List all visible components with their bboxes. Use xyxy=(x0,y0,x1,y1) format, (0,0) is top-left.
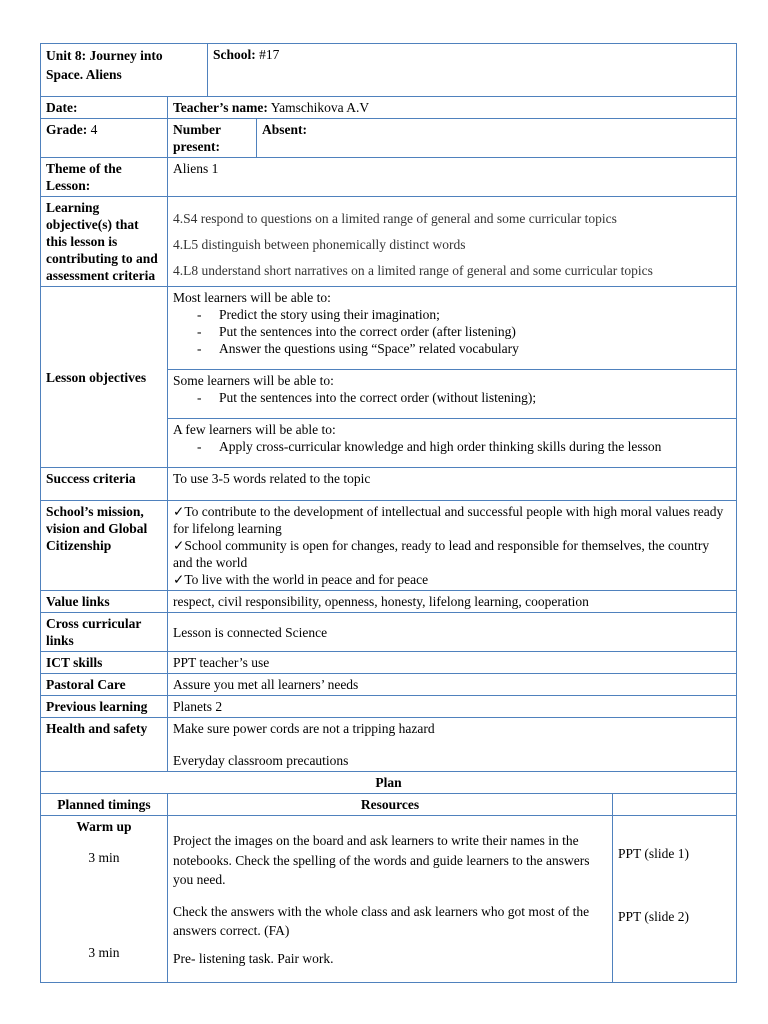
few-learners-list xyxy=(173,438,731,455)
timings-cell xyxy=(41,816,168,983)
resources-cell xyxy=(613,816,737,983)
mission-cell xyxy=(168,501,737,591)
pastoral-label: Pastoral Care xyxy=(41,674,168,696)
value-links-value: respect, civil responsibility, openness, honesty, lifelong learning, cooperation xyxy=(168,591,737,613)
success-value: To use 3-5 words related to the topic xyxy=(168,468,737,501)
few-learners-cell xyxy=(168,419,737,468)
unit-title: Unit 8: Journey into Space. Aliens xyxy=(41,44,208,97)
value-links-label: Value links xyxy=(41,591,168,613)
most-learners-list xyxy=(173,306,731,357)
empty-header-cell xyxy=(613,794,737,816)
learning-objective: 4.L5 distinguish between phonemically distinct words xyxy=(173,237,466,252)
health-label: Health and safety xyxy=(41,718,168,772)
mission-item: ✓ To contribute to the development of intellectual and successful people with high moral values ready for lifelong learning xyxy=(173,503,731,537)
plan-heading: Plan xyxy=(41,772,737,794)
school-label: School: xyxy=(213,47,256,62)
resource-value: PPT (slide 2) xyxy=(618,909,690,924)
resources-header: Resources xyxy=(168,794,613,816)
few-learners-intro: A few learners will be able to: xyxy=(173,422,336,437)
success-label: Success criteria xyxy=(41,468,168,501)
planned-timings-header: Planned timings xyxy=(41,794,168,816)
pastoral-value: Assure you met all learners’ needs xyxy=(168,674,737,696)
activity-text: Pre- listening task. Pair work. xyxy=(173,950,334,966)
school-value: #17 xyxy=(259,47,280,62)
learning-objectives-label: Learning objective(s) that this lesson is contributing to and assessment criteria xyxy=(41,197,168,287)
mission-item: ✓ To live with the world in peace and for peace xyxy=(173,571,731,588)
time-value: 3 min xyxy=(88,945,120,960)
activity-text: Project the images on the board and ask learners to write their names in the notebooks. Check the spelling of the words and guide learners to the answers you need. xyxy=(173,833,590,887)
number-present-label: Number present: xyxy=(168,119,257,158)
list-item: - Predict the story using their imagination; xyxy=(173,306,731,323)
activities-cell xyxy=(168,816,613,983)
grade-cell xyxy=(41,119,168,158)
header-table xyxy=(40,43,737,97)
teacher-label: Teacher’s name: xyxy=(173,100,268,115)
learning-objectives-cell xyxy=(168,197,737,287)
mission-label: School’s mission, vision and Global Citizenship xyxy=(41,501,168,591)
lesson-plan-document xyxy=(40,43,736,983)
health-item: Everyday classroom precautions xyxy=(173,753,349,768)
learning-objective: 4.S4 respond to questions on a limited range of general and some curricular topics xyxy=(173,211,617,226)
teacher-value: Yamschikova A.V xyxy=(270,100,370,115)
cross-curricular-label: Cross curricular links xyxy=(41,613,168,652)
warm-up-label: Warm up xyxy=(76,819,132,834)
grade-value: 4 xyxy=(90,122,98,137)
main-table xyxy=(40,96,737,983)
some-learners-list xyxy=(173,389,731,406)
date-label: Date: xyxy=(41,97,168,119)
school-cell xyxy=(208,44,737,97)
time-value: 3 min xyxy=(88,850,120,865)
absent-label: Absent: xyxy=(257,119,737,158)
list-item: - Put the sentences into the correct order (without listening); xyxy=(173,389,731,406)
theme-label: Theme of the Lesson: xyxy=(41,158,168,197)
some-learners-intro: Some learners will be able to: xyxy=(173,373,334,388)
mission-item: ✓ School community is open for changes, ready to lead and responsible for themselves, the country and the world xyxy=(173,537,731,571)
theme-value: Aliens 1 xyxy=(168,158,737,197)
some-learners-cell xyxy=(168,370,737,419)
list-item: - Answer the questions using “Space” related vocabulary xyxy=(173,340,731,357)
resource-value: PPT (slide 1) xyxy=(618,846,690,861)
health-cell xyxy=(168,718,737,772)
health-item: Make sure power cords are not a tripping hazard xyxy=(173,721,435,736)
ict-value: PPT teacher’s use xyxy=(168,652,737,674)
grade-label: Grade: xyxy=(46,122,88,137)
cross-curricular-value: Lesson is connected Science xyxy=(168,613,737,652)
previous-learning-label: Previous learning xyxy=(41,696,168,718)
list-item: - Apply cross-curricular knowledge and high order thinking skills during the lesson xyxy=(173,438,731,455)
ict-label: ICT skills xyxy=(41,652,168,674)
previous-learning-value: Planets 2 xyxy=(168,696,737,718)
lesson-objectives-label: Lesson objectives xyxy=(41,287,168,468)
learning-objective: 4.L8 understand short narratives on a limited range of general and some curricular topics xyxy=(173,263,653,278)
activity-text: Check the answers with the whole class and ask learners who got most of the answers correct. (FA) xyxy=(173,903,590,938)
most-learners-cell xyxy=(168,287,737,370)
list-item: - Put the sentences into the correct order (after listening) xyxy=(173,323,731,340)
teacher-cell xyxy=(168,97,737,119)
most-learners-intro: Most learners will be able to: xyxy=(173,290,331,305)
